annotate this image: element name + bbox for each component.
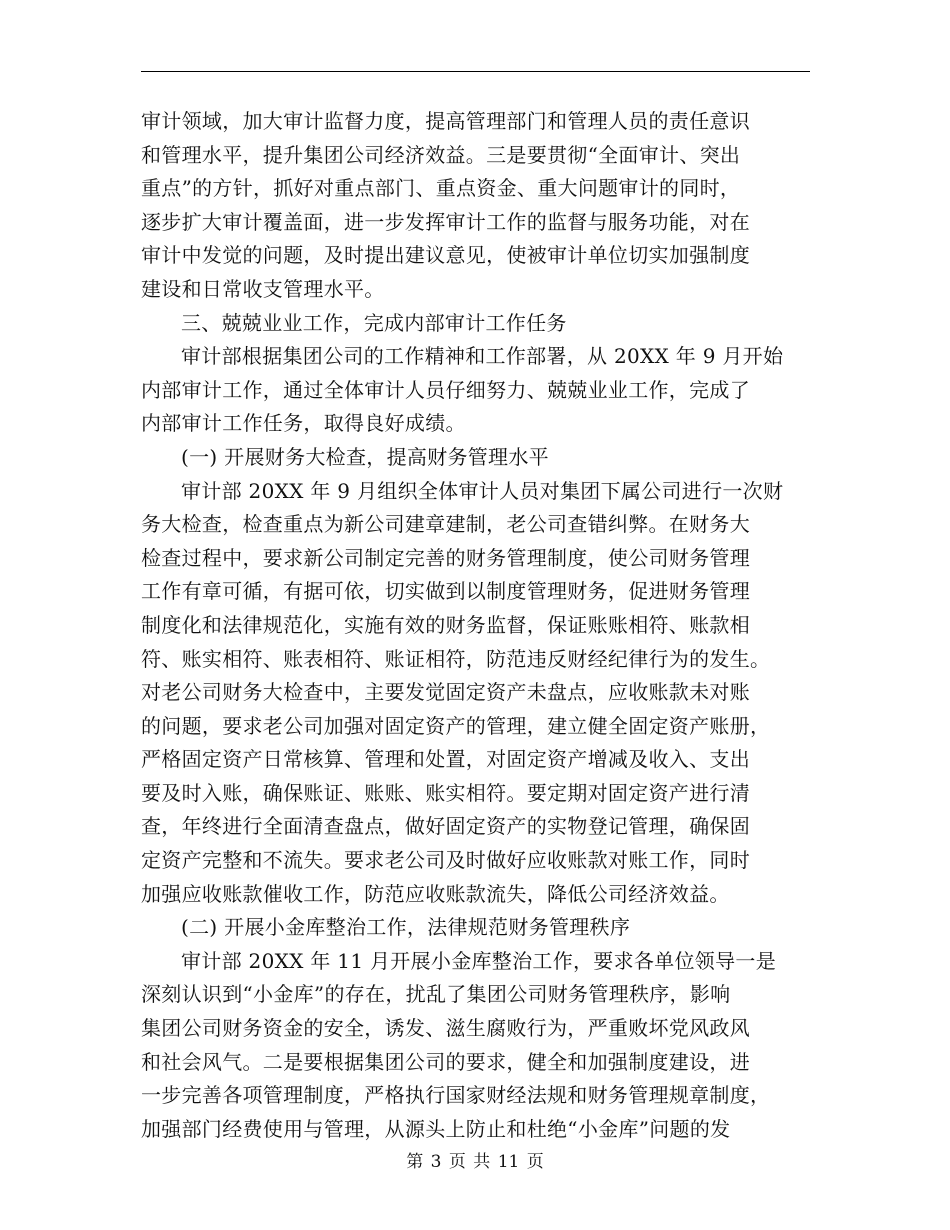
text-line: 定资产完整和不流失。要求老公司及时做好应收账款对账工作，同时 <box>141 848 750 873</box>
text-line: 检查过程中，要求新公司制定完善的财务管理制度，使公司财务管理 <box>141 545 750 570</box>
text-line: 的问题，要求老公司加强对固定资产的管理，建立健全固定资产账册， <box>141 713 771 738</box>
text-line: 逐步扩大审计覆盖面，进一步发挥审计工作的监督与服务功能，对在 <box>141 209 750 234</box>
text-line: 严格固定资产日常核算、管理和处置，对固定资产增减及收入、支出 <box>141 747 750 772</box>
text-line: 集团公司财务资金的安全，诱发、滋生腐败行为，严重败坏党风政风 <box>141 1016 750 1041</box>
text-line: 重点”的方针，抓好对重点部门、重点资金、重大问题审计的同时， <box>141 176 741 201</box>
text-line: 符、账实相符、账表相符、账证相符，防范违反财经纪律行为的发生。 <box>141 646 771 671</box>
text-line: 深刻认识到“小金库”的存在，扰乱了集团公司财务管理秩序，影响 <box>141 982 731 1007</box>
text-line: 审计部 20XX 年 11 月开展小金库整治工作，要求各单位领导一是 <box>181 948 777 973</box>
text-line: 内部审计工作，通过全体审计人员仔细努力、兢兢业业工作，完成了 <box>141 377 750 402</box>
page-number-label: 第 3 页 共 11 页 <box>406 1152 544 1172</box>
text-line: 加强应收账款催收工作，防范应收账款流失，降低公司经济效益。 <box>141 881 730 906</box>
text-line: 审计部根据集团公司的工作精神和工作部署，从 20XX 年 9 月开始 <box>181 344 784 369</box>
text-line: (一) 开展财务大检查，提高财务管理水平 <box>181 444 549 469</box>
text-line: (二) 开展小金库整治工作，法律规范财务管理秩序 <box>181 915 631 940</box>
text-line: 对老公司财务大检查中，主要发觉固定资产未盘点，应收账款未对账 <box>141 680 750 705</box>
text-line: 和社会风气。二是要根据集团公司的要求，健全和加强制度建设，进 <box>141 1049 750 1074</box>
text-line: 建设和日常收支管理水平。 <box>141 276 385 301</box>
text-line: 审计部 20XX 年 9 月组织全体审计人员对集团下属公司进行一次财 <box>181 478 784 503</box>
text-line: 制度化和法律规范化，实施有效的财务监督，保证账账相符、账款相 <box>141 612 750 637</box>
header-rule <box>141 71 810 72</box>
document-body <box>141 105 811 1146</box>
text-line: 一步完善各项管理制度，严格执行国家财经法规和财务管理规章制度， <box>141 1083 771 1108</box>
text-line: 加强部门经费使用与管理，从源头上防止和杜绝“小金库”问题的发 <box>141 1116 731 1141</box>
text-line: 查，年终进行全面清查盘点，做好固定资产的实物登记管理，确保固 <box>141 814 750 839</box>
text-line: 审计领域，加大审计监督力度，提高管理部门和管理人员的责任意识 <box>141 109 750 133</box>
text-line: 务大检查，检查重点为新公司建章建制，老公司查错纠弊。在财务大 <box>141 512 750 537</box>
text-line: 三、兢兢业业工作，完成内部审计工作任务 <box>181 310 567 335</box>
text-line: 要及时入账，确保账证、账账、账实相符。要定期对固定资产进行清 <box>141 780 750 805</box>
text-line: 审计中发觉的问题，及时提出建议意见，使被审计单位切实加强制度 <box>141 243 750 268</box>
text-line: 和管理水平，提升集团公司经济效益。三是要贯彻“全面审计、突出 <box>141 142 741 167</box>
text-line: 内部审计工作任务，取得良好成绩。 <box>141 411 466 436</box>
page-footer <box>0 1150 950 1174</box>
text-line: 工作有章可循，有据可依，切实做到以制度管理财务，促进财务管理 <box>141 579 750 604</box>
